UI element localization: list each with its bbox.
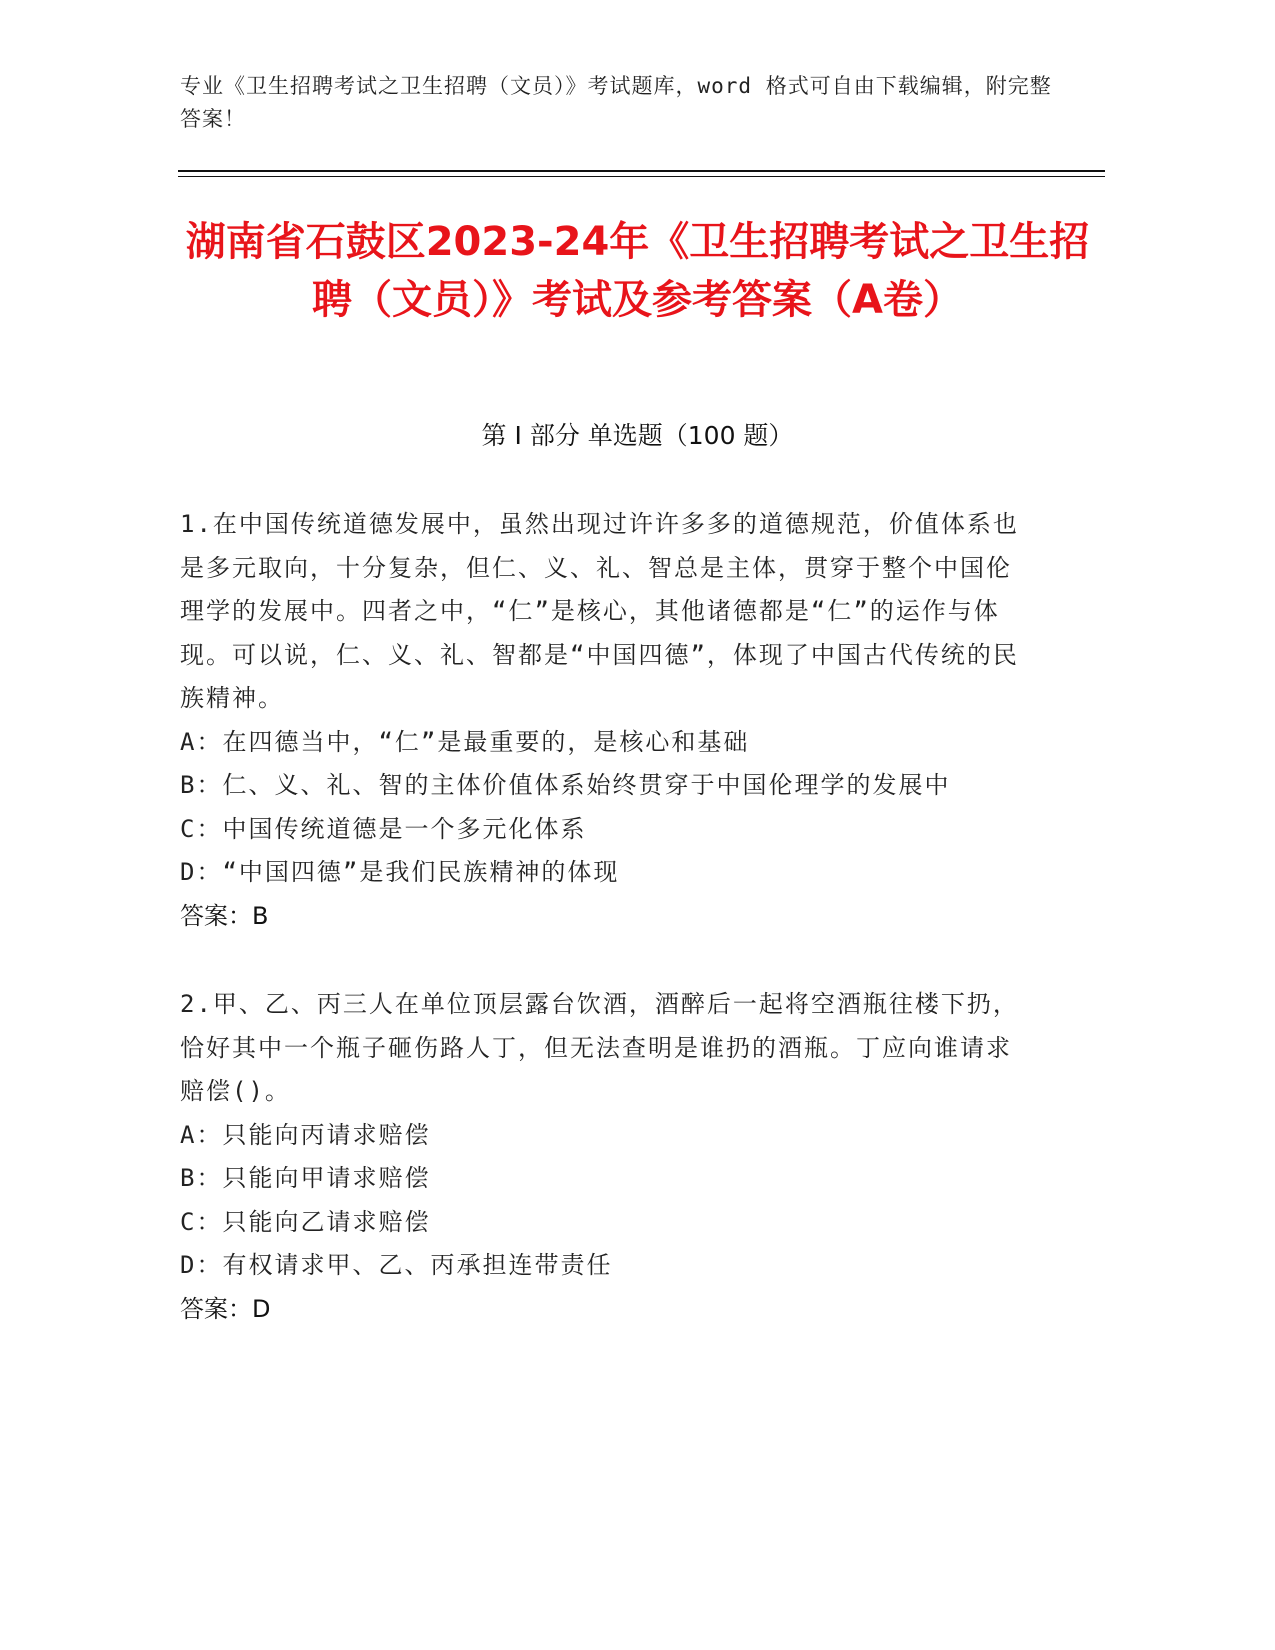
question-2-stem: 2.甲、乙、丙三人在单位顶层露台饮酒，酒醉后一起将空酒瓶往楼下扔，恰好其中一个瓶子砸伤路人丁，但无法查明是谁扔的酒瓶。丁应向谁请求赔偿()。	[180, 990, 1019, 1105]
question-2-option-a: A：只能向丙请求赔偿	[180, 1120, 431, 1149]
question-1-option-d: D：“中国四德”是我们民族精神的体现	[180, 858, 620, 886]
question-2	[180, 983, 1020, 1331]
question-2-option-c: C：只能向乙请求赔偿	[180, 1207, 431, 1236]
question-2-answer: 答案：D	[180, 1294, 271, 1323]
question-1	[180, 503, 1020, 938]
page-header: 专业《卫生招聘考试之卫生招聘（文员）》考试题库，word 格式可自由下载编辑，附完整答案！	[180, 74, 1052, 131]
question-1-option-c: C：中国传统道德是一个多元化体系	[180, 814, 587, 843]
question-1-option-a: A：在四德当中，“仁”是最重要的，是核心和基础	[180, 727, 750, 756]
section-title: 第 I 部分 单选题（100 题）	[481, 421, 794, 450]
question-1-answer: 答案：B	[180, 901, 269, 930]
header-divider-thick	[178, 170, 1105, 172]
question-1-option-b: B：仁、义、礼、智的主体价值体系始终贯穿于中国伦理学的发展中	[180, 771, 951, 799]
question-2-option-b: B：只能向甲请求赔偿	[180, 1164, 431, 1192]
document-title: 湖南省石鼓区2023-24年《卫生招聘考试之卫生招聘（文员）》考试及参考答案（A卷）	[185, 219, 1090, 323]
question-2-option-d: D：有权请求甲、乙、丙承担连带责任	[180, 1251, 613, 1279]
header-divider-thin	[178, 176, 1105, 177]
question-1-stem: 1.在中国传统道德发展中，虽然出现过许许多多的道德规范，价值体系也是多元取向，十分复杂，但仁、义、礼、智总是主体，贯穿于整个中国伦理学的发展中。四者之中，“仁”是核心，其他诸德都是“仁”的运作与体现。可以说，仁、义、礼、智都是“中国四德”，体现了中国古代传统的民族精神。	[180, 510, 1019, 712]
